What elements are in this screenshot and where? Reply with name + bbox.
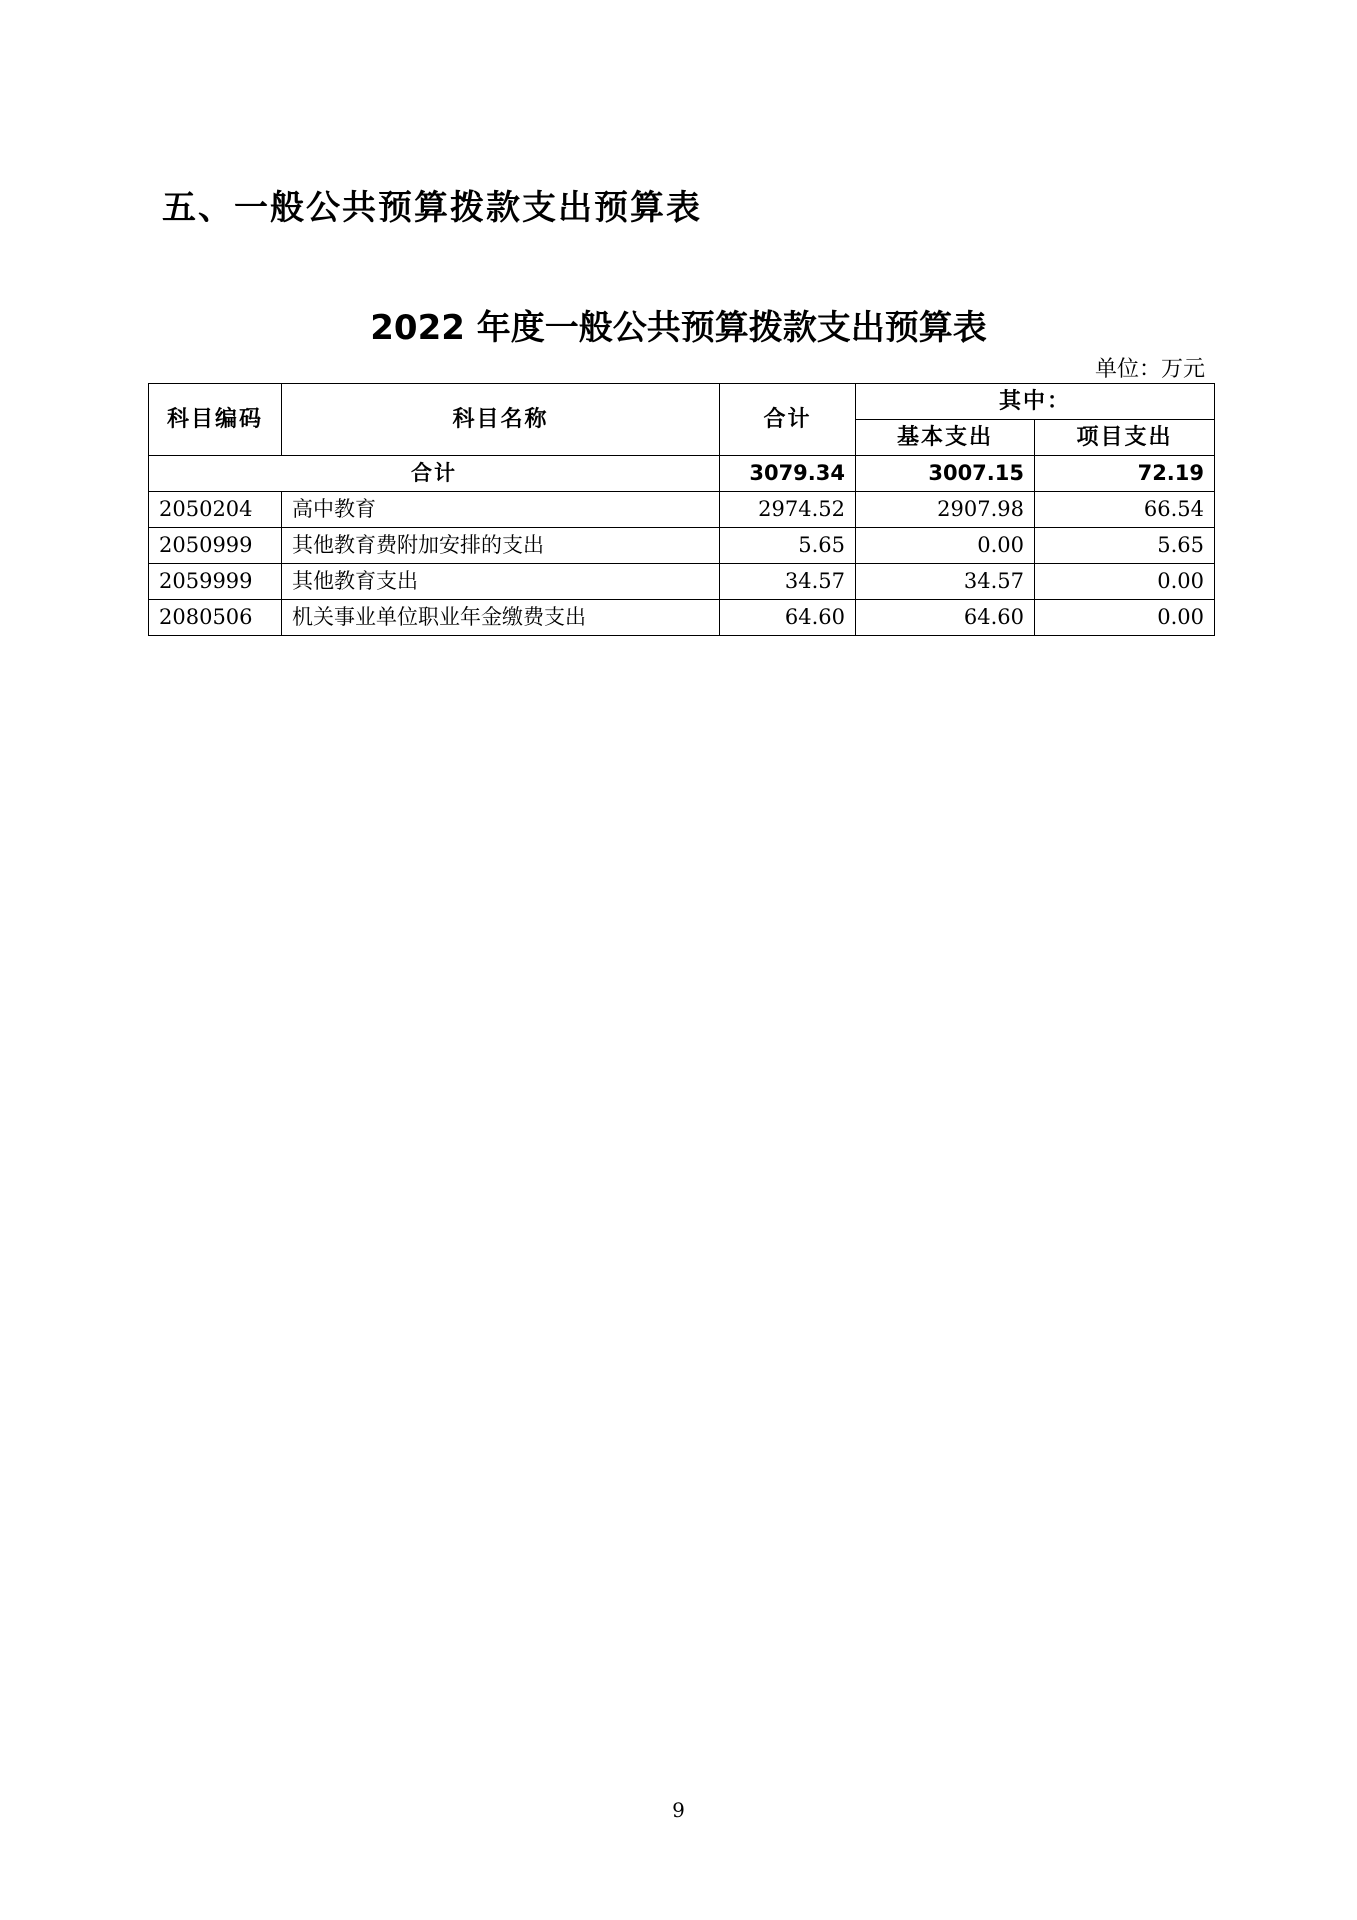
table-row (149, 600, 1215, 636)
header-project: 项目支出 (1035, 420, 1215, 456)
budget-table (148, 383, 1215, 636)
row-code: 2080506 (149, 600, 282, 636)
row-basic: 34.57 (856, 564, 1035, 600)
header-row-1 (149, 384, 1215, 420)
row-basic: 64.60 (856, 600, 1035, 636)
row-name: 其他教育费附加安排的支出 (282, 528, 720, 564)
row-code: 2050999 (149, 528, 282, 564)
row-project: 5.65 (1035, 528, 1215, 564)
row-basic: 0.00 (856, 528, 1035, 564)
row-project: 0.00 (1035, 600, 1215, 636)
row-project: 66.54 (1035, 492, 1215, 528)
row-name: 高中教育 (282, 492, 720, 528)
row-total: 34.57 (720, 564, 856, 600)
header-name: 科目名称 (282, 384, 720, 456)
total-basic: 3007.15 (856, 456, 1035, 492)
total-label: 合计 (149, 456, 720, 492)
row-code: 2059999 (149, 564, 282, 600)
unit-label: 单位：万元 (1094, 357, 1205, 382)
table-title: 2022 年度一般公共预算拨款支出预算表 (370, 308, 987, 348)
row-name: 机关事业单位职业年金缴费支出 (282, 600, 720, 636)
row-total: 5.65 (720, 528, 856, 564)
row-total: 2974.52 (720, 492, 856, 528)
row-name: 其他教育支出 (282, 564, 720, 600)
section-heading: 五、一般公共预算拨款支出预算表 (162, 188, 702, 228)
header-code: 科目编码 (149, 384, 282, 456)
row-project: 0.00 (1035, 564, 1215, 600)
table-row (149, 492, 1215, 528)
total-row (149, 456, 1215, 492)
page-number: 9 (672, 1798, 685, 1822)
row-basic: 2907.98 (856, 492, 1035, 528)
header-total: 合计 (720, 384, 856, 456)
table-row (149, 564, 1215, 600)
total-amount: 3079.34 (720, 456, 856, 492)
table-row (149, 528, 1215, 564)
row-total: 64.60 (720, 600, 856, 636)
total-project: 72.19 (1035, 456, 1215, 492)
row-code: 2050204 (149, 492, 282, 528)
header-of-which: 其中： (856, 384, 1215, 420)
header-basic: 基本支出 (856, 420, 1035, 456)
